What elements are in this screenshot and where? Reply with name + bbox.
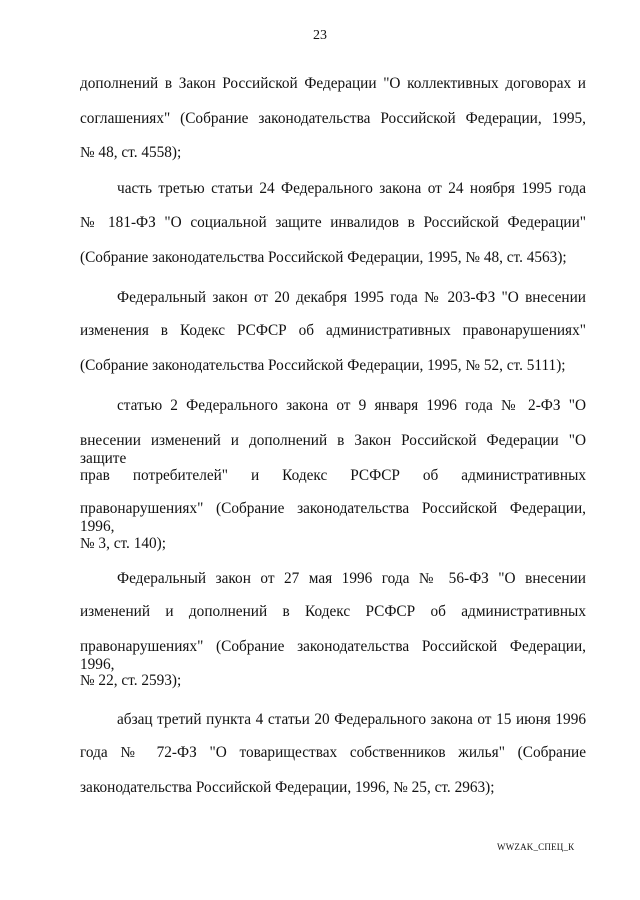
text-line: (Собрание законодательства Российской Федерации, 1995, № 52, ст. 5111); bbox=[80, 357, 566, 374]
text-line: года № 72-ФЗ "О товариществах собственников жилья" (Собрание bbox=[80, 744, 586, 761]
text-line: законодательства Российской Федерации, 1996, № 25, ст. 2963); bbox=[80, 779, 495, 796]
text-line: часть третью статьи 24 Федерального закона от 24 ноября 1995 года bbox=[117, 180, 586, 197]
text-line: № 48, ст. 4558); bbox=[80, 144, 182, 161]
page-number: 23 bbox=[313, 28, 327, 43]
text-line: внесении изменений и дополнений в Закон Российской Федерации "О защите bbox=[80, 432, 586, 467]
text-line: соглашениях" (Собрание законодательства Российской Федерации, 1995, bbox=[80, 110, 586, 127]
text-line: Федеральный закон от 20 декабря 1995 года № 203-ФЗ "О внесении bbox=[117, 289, 586, 306]
text-line: изменений и дополнений в Кодекс РСФСР об административных bbox=[80, 603, 586, 620]
text-line: Федеральный закон от 27 мая 1996 года № 56-ФЗ "О внесении bbox=[117, 570, 586, 587]
text-line: статью 2 Федерального закона от 9 января 1996 года № 2-ФЗ "О bbox=[117, 397, 586, 414]
text-line: № 22, ст. 2593); bbox=[80, 672, 182, 689]
text-line: прав потребителей" и Кодекс РСФСР об административных bbox=[80, 467, 586, 484]
text-line: правонарушениях" (Собрание законодательства Российской Федерации, 1996, bbox=[80, 638, 586, 673]
text-line: № 3, ст. 140); bbox=[80, 535, 166, 552]
text-line: изменения в Кодекс РСФСР об административных правонарушениях" bbox=[80, 322, 586, 339]
text-line: дополнений в Закон Российской Федерации "О коллективных договорах и bbox=[80, 75, 586, 92]
text-line: абзац третий пункта 4 статьи 20 Федерального закона от 15 июня 1996 bbox=[117, 711, 586, 728]
text-line: (Собрание законодательства Российской Федерации, 1995, № 48, ст. 4563); bbox=[80, 249, 567, 266]
text-line: № 181-ФЗ "О социальной защите инвалидов в Российской Федерации" bbox=[80, 214, 586, 231]
footer-code: WWZAK_СПЕЦ_К bbox=[497, 842, 575, 852]
text-line: правонарушениях" (Собрание законодательства Российской Федерации, 1996, bbox=[80, 500, 586, 535]
